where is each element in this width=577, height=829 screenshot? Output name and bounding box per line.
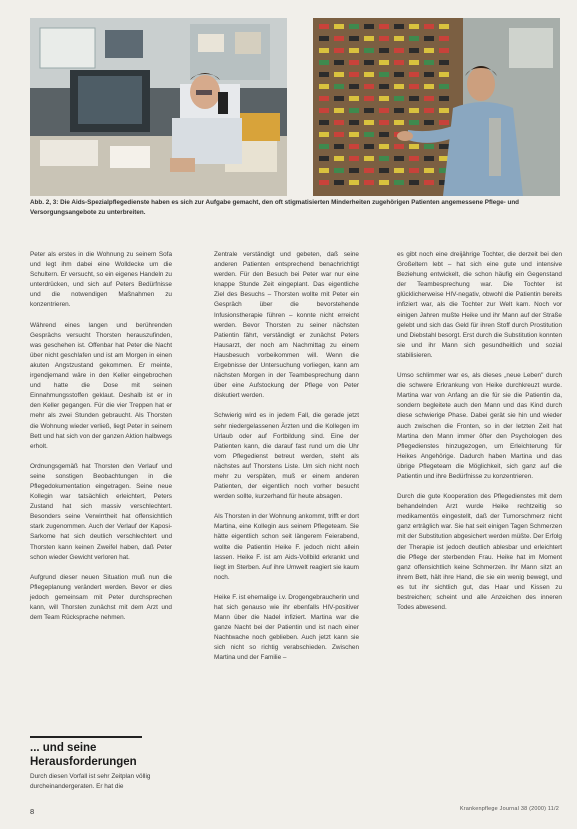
running-footer: Krankenpflege Journal 38 (2000) 11/2 [459,806,559,812]
page-number: 8 [30,807,35,816]
photo-nurse-at-key-board [313,18,560,196]
paragraph: Durch diesen Vorfall ist sehr Zeitplan völlig durcheinandergeraten. Er hat die [30,773,151,791]
photo-nurse-on-phone [30,18,287,196]
paragraph: Aufgrund dieser neuen Situation muß nun die Pflegeplanung verändert werden. Bevor er dies jedoch gemeinsam mit Peter durchsprechen kann, will Thorsten zunächst mit dem Arzt und dem Team Rücksprache nehmen. [30,573,172,622]
paragraph: Peter als erstes in die Wohnung zu seinem Sofa und legt ihm dabei eine Wolldecke um die Schultern. Er versucht, so ein eigenes Handeln zu unterdrücken, und sich auf Peters Bedürfnisse und die notwendigen Maßnahmen zu konzentrieren. [30,251,172,309]
section-heading-line-1: ... und seine [30,742,97,754]
paragraph: Zentrale verständigt und gebeten, daß seine anderen Patienten entsprechend benachrichtigt werden. Für den Besuch bei Peter war nur eine knappe Stunde Zeit eingeplant. Das eigentliche Ziel des Besuchs – Thorsten wollte mit Peter ein Gespräch über die bevorstehende Infusionstherapie führen – konnte nicht erreicht werden. Bevor Thorsten zu seiner nächsten Patientin fährt, verständigt er zunächst Peters Hausarzt, der noch am Nachmittag zu einem Hausbesuch vorbeikommen will. Wenn die Ergebnisse der Untersuchung vorliegen, kann am nächsten Morgen in der Teambesprechung dann über eine Aufstockung der Pflege von Peter diskutiert werden. [214,251,359,400]
text-column-3 [397,250,562,623]
section-heading-line-2: Herausforderungen [30,755,137,768]
paragraph: es gibt noch eine dreijährige Tochter, die derzeit bei den Großeltern lebt – hat sich eine gute und intensive Beziehung entwickelt, die schon häufig ein Gegenstand der Teambesprechung war. Die Tochter ist glücklicherweise HIV-negativ, obwohl die Patientin bereits infiziert war, als die Tochter zur Welt kam. Noch vor einigen Jahren mußte Heike und ihr Mann auf der Straße gelebt und sich das Geld für ihren Stoff durch Prostitution und Diebstahl besorgt. Erst durch die Substitution konnten sie und ihr Mann sich gesundheitlich und sozial stabilisieren. [397,251,562,359]
section-heading [30,742,137,769]
text-column-1 [30,250,172,633]
heading-rule [30,736,142,738]
paragraph: Heike F. ist ehemalige i.v. Drogengebraucherin und hat sich genauso wie ihr ebenfalls HIV-positiver Mann über die Nadel infiziert. Martina war die ganze Nacht bei der Patientin und ist nach einer Nachtwache noch geblieben. Auch jetzt kann sie sich nicht so richtig verabschieden. Zwischen Martina und der Familie – [214,593,359,662]
paragraph: Ordnungsgemäß hat Thorsten den Verlauf und seine sonstigen Beobachtungen in die Pflegedokumentation eingetragen. Seine neue Kollegin war tatsächlich erleichtert, Peters Zustand hat sich massiv verschlechtert. Besonders seine Verwirrtheit hat offensichtlich stark zugenommen. Auch der Verlauf der Kaposi-Sarkome hat sich deutlich verschlechtert und Thorsten kann keinen Zweifel haben, daß Peter schon wieder Gewicht verloren hat. [30,462,172,561]
text-column-2 [214,250,359,674]
paragraph: Als Thorsten in der Wohnung ankommt, trifft er dort Martina, eine Kollegin aus seinem Pflegeteam. Sie hätte eigentlich schon seit längerem Feierabend, wollte die Patientin Heike F. jedoch nicht allein lassen. Heike F. ist am Aids-Vollbild erkrankt und liegt im Sterben. Auf ihre Umwelt reagiert sie kaum noch. [214,513,359,581]
paragraph: Umso schlimmer war es, als dieses „neue Leben" durch die schwere Erkrankung von Heike durchkreuzt wurde. Martina war von Anfang an die für sie die Patientin da, sondern begleitete auch den Mann und das Kind durch diese schwierige Phase. Dabei gerät sie hin und wieder auch zwischen die Fronten, so in der letzten Zeit hat Martina den Mann immer öfter den Psychologen des Pflegedienstes hinzugezogen, um Erleichterung für Heikes Angehörige. Dadurch haben Martina und das übrige Pflegeteam die Möglichkeit, sich ganz auf die Patientin und ihre Bedürfnisse zu konzentrieren. [397,372,562,480]
paragraph: Schwierig wird es in jedem Fall, die gerade jetzt sehr niedergelassenen Ärzten und die Kollegen im Urlaub oder auf Fortbildung sind. Eine der Patienten kann, die darauf fast rund um die Uhr vom Pflegedienst betreut werden, steht als nächstes auf Thorstens Liste. Um sich nicht noch mehr zu verspäten, muß er einem anderen Patienten, der eigentlich noch vorher besucht werden sollte, kurzerhand für heute absagen. [214,412,359,501]
paragraph: Durch die gute Kooperation des Pflegedienstes mit dem behandelnden Arzt wurde Heike rechtzeitig so medikamentös eingestellt, daß der Tumorschmerz nicht ganz erträglich war. Sie hat seit einigen Tagen Schmerzen mit der Substitution abgesichert werden müßte. Der Erfolg der Therapie ist jedoch deutlich ablesbar und erleichtert die Pflege der sterbenden Frau. Heike hat im Moment ganz offensichtlich keine Schmerzen. Ihr Mann sitzt an ihrem Bett, hält ihre Hand, die sie ein wenig bewegt, und es tut ihr sichtlich gut, das Haar und Kissen zu bestreichen; scheint und alle Anzeichen des inneren Todes abwesend. [397,493,562,612]
paragraph: Während eines langen und berührenden Gesprächs versucht Thorsten herauszufinden, was geschehen ist. Offenbar hat Peter die Nacht über nicht geschlafen und ist am Morgen in einen akuten Angstzustand gekommen. Er meinte, irgendjemand wäre in den Keller eingebrochen und hatte die Dose mit seinen Einnahmungsstoffen geklaut. Deshalb ist er in den Keller gegangen. Für die vier Treppen hat er mehr als zwei Stunden gebraucht. Als Thorsten die Wohnung wieder verließ, liegt Peter in seinem Bett und hat sich von der ganzen Aktion halbwegs erholt. [30,321,172,450]
figure-caption: Abb. 2, 3: Die Aids-Spezialpflegedienste haben es sich zur Aufgabe gemacht, den oft stigmatisierten Minderheiten zugehörigen Patienten angemessene Pflege- und Versorgungsangebote zu unterbreiten. [30,199,520,216]
